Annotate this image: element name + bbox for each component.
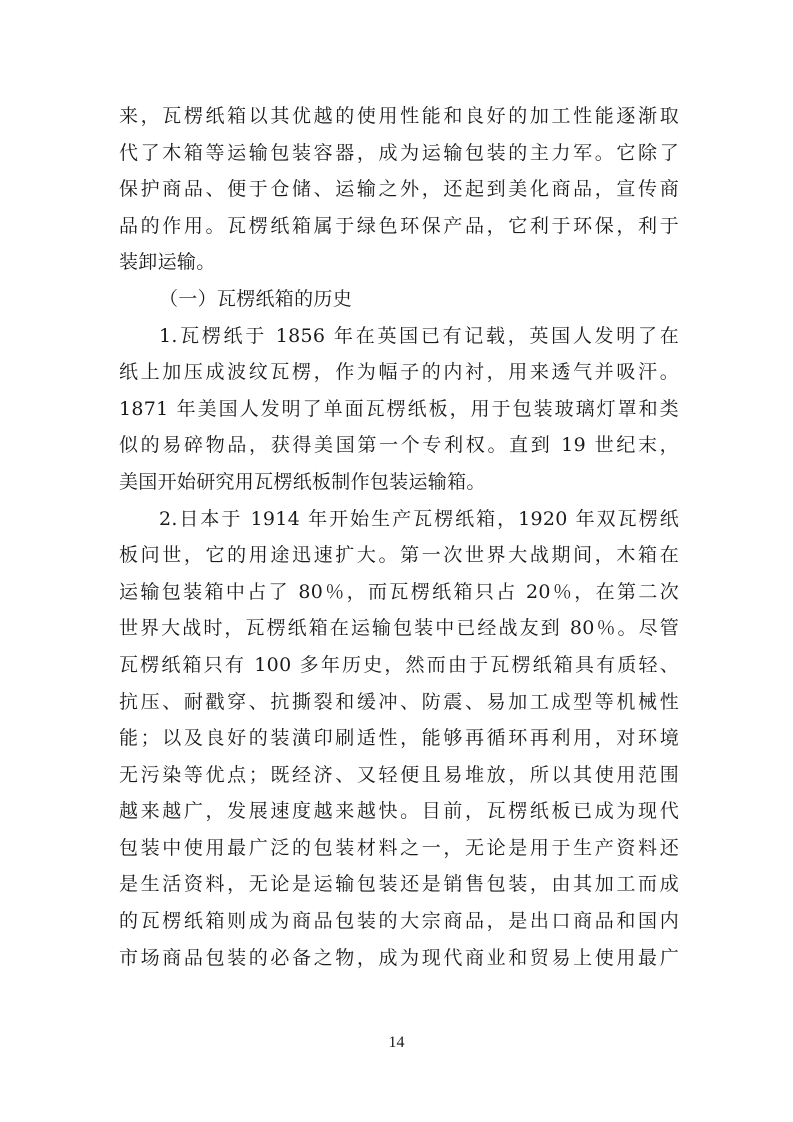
text-line: 包装中使用最广泛的包装材料之一，无论是用于生产资料还 <box>119 836 679 859</box>
text-line: 品的作用。瓦楞纸箱属于绿色环保产品，它利于环保，利于 <box>119 214 679 237</box>
text-line: 瓦楞纸箱只有 100 多年历史，然而由于瓦楞纸箱具有质轻、 <box>119 653 679 676</box>
text-line: 的瓦楞纸箱则成为商品包装的大宗商品，是出口商品和国内 <box>119 910 679 933</box>
body-text <box>119 98 679 976</box>
text-line: 无污染等优点；既经济、又轻便且易堆放，所以其使用范围 <box>119 763 679 786</box>
text-line: 1871 年美国人发明了单面瓦楞纸板，用于包装玻璃灯罩和类 <box>119 397 679 420</box>
page-number: 14 <box>388 1034 405 1051</box>
text-line: 2.日本于 1914 年开始生产瓦楞纸箱，1920 年双瓦楞纸 <box>159 507 679 530</box>
text-line: 装卸运输。 <box>119 251 216 274</box>
text-line: 来，瓦楞纸箱以其优越的使用性能和良好的加工性能逐渐取 <box>119 105 679 127</box>
text-line: 世界大战时，瓦楞纸箱在运输包装中已经战友到 80％。尽管 <box>119 617 679 640</box>
text-line: 越来越广，发展速度越来越快。目前，瓦楞纸板已成为现代 <box>119 800 679 823</box>
text-line: 市场商品包装的必备之物，成为现代商业和贸易上使用最广 <box>119 946 679 969</box>
text-line: 美国开始研究用瓦楞纸板制作包装运输箱。 <box>119 470 486 493</box>
text-line: 抗压、耐戳穿、抗撕裂和缓冲、防震、易加工成型等机械性 <box>119 690 679 713</box>
section-heading: （一）瓦楞纸箱的历史 <box>159 287 353 310</box>
text-line: 纸上加压成波纹瓦楞，作为幅子的内衬，用来透气并吸汗。 <box>119 361 679 384</box>
text-line: 保护商品、便于仓储、运输之外，还起到美化商品，宣传商 <box>119 178 679 201</box>
text-line: 似的易碎物品，获得美国第一个专利权。直到 19 世纪末， <box>119 434 679 457</box>
text-line: 运输包装箱中占了 80％，而瓦楞纸箱只占 20％，在第二次 <box>119 580 679 603</box>
text-line: 代了木箱等运输包装容器，成为运输包装的主力军。它除了 <box>119 141 679 164</box>
text-line: 能；以及良好的装潢印刷适性，能够再循环再利用，对环境 <box>119 727 679 750</box>
text-line: 1.瓦楞纸于 1856 年在英国已有记载，英国人发明了在 <box>159 324 679 347</box>
text-line: 板问世，它的用途迅速扩大。第一次世界大战期间，木箱在 <box>119 544 679 567</box>
text-line: 是生活资料，无论是运输包装还是销售包装，由其加工而成 <box>119 873 679 896</box>
